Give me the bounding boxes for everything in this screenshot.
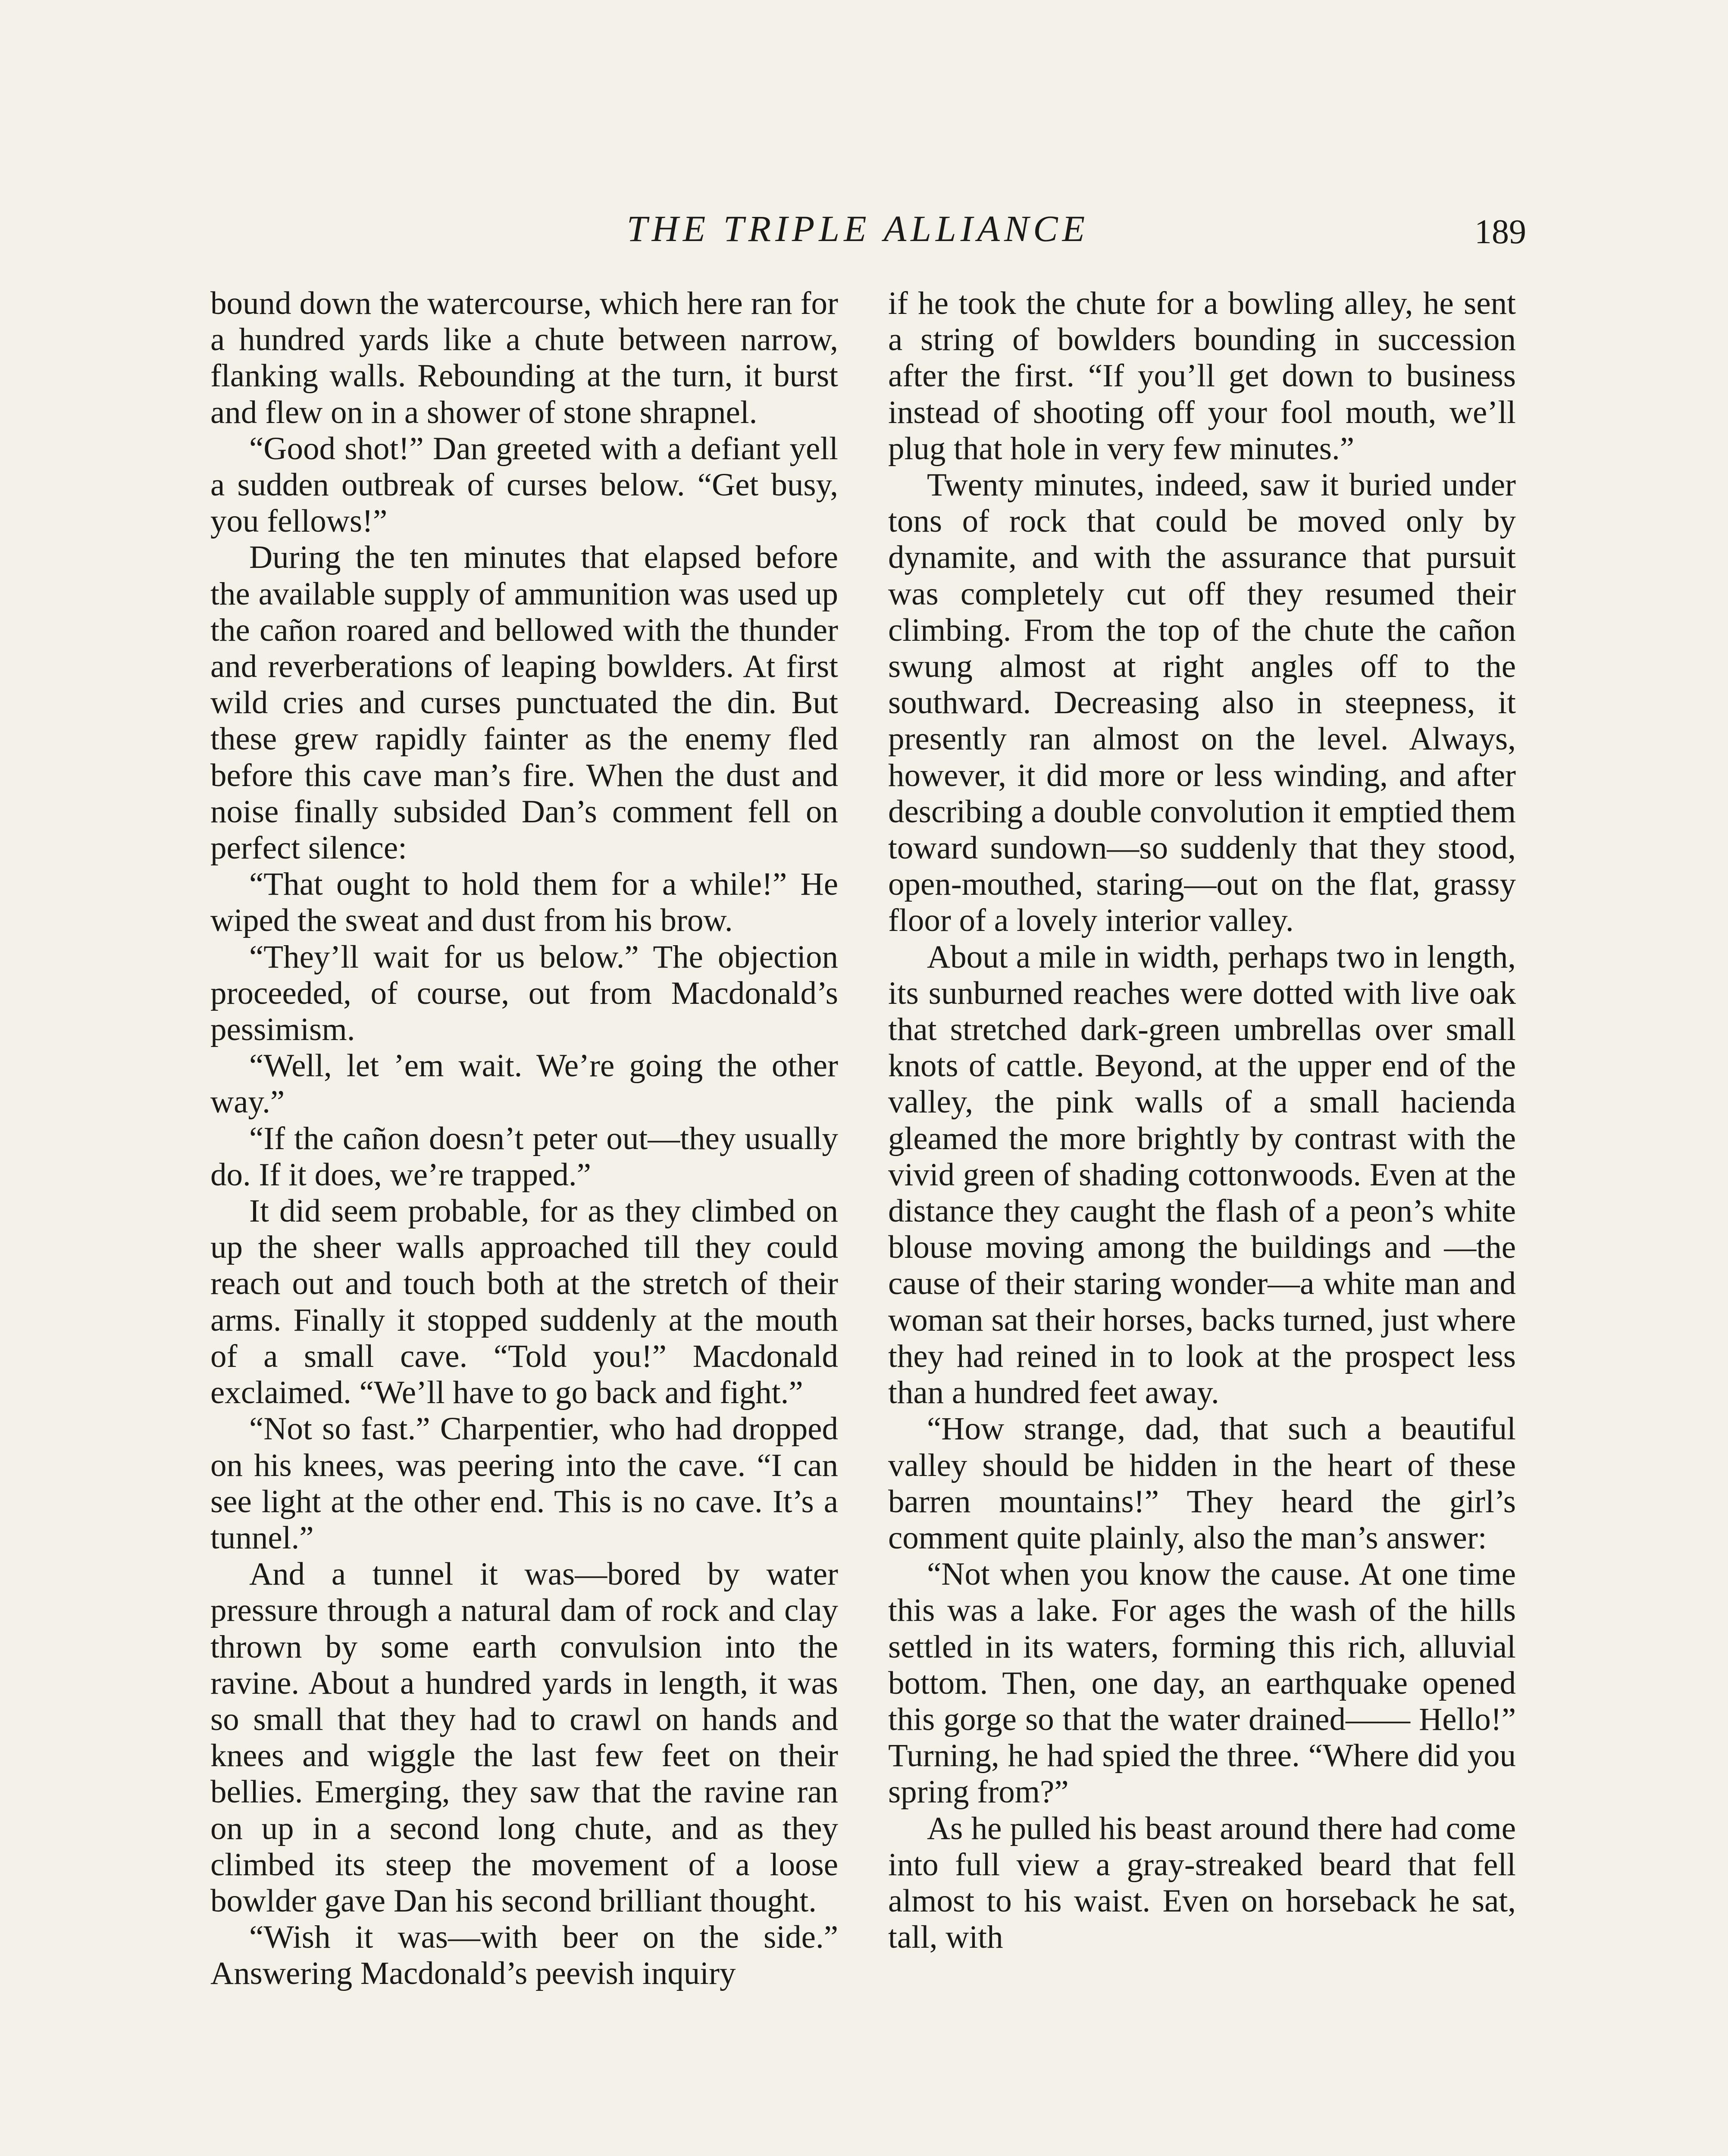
paragraph: During the ten minutes that elapsed before the available supply of ammunition was used up the cañon roared and bellowed with the thunder and reverberations of leaping bowlders. At first wild cries and curses punctuated the din. But these grew rapidly fainter as the enemy fled before this cave man’s fire. When the dust and noise finally subsided Dan’s comment fell on perfect silence: [210, 539, 838, 866]
paragraph: As he pulled his beast around there had come into full view a gray-streaked beard that fell almost to his waist. Even on horseback he sat, tall, with [888, 1810, 1516, 1955]
left-text-column [210, 285, 838, 2156]
paragraph: Twenty minutes, indeed, saw it buried under tons of rock that could be moved only by dynamite, and with the assurance that pursuit was completely cut off they resumed their climbing. From the top of the chute the cañon swung almost at right angles off to the southward. Decreasing also in steepness, it presently ran almost on the level. Always, however, it did more or less winding, and after describing a double convolution it emptied them toward sundown—so suddenly that they stood, open-mouthed, staring—out on the flat, grassy floor of a lovely interior valley. [888, 467, 1516, 939]
paragraph: if he took the chute for a bowling alley, he sent a string of bowlders bounding in succession after the first. “If you’ll get down to business instead of shooting off your fool mouth, we’ll plug that hole in very few minutes.” [888, 285, 1516, 467]
paragraph: “Not so fast.” Charpentier, who had dropped on his knees, was peering into the cave. “I can see light at the other end. This is no cave. It’s a tunnel.” [210, 1411, 838, 1556]
paragraph: “Good shot!” Dan greeted with a defiant yell a sudden outbreak of curses below. “Get busy, you fellows!” [210, 430, 838, 539]
paragraph: “How strange, dad, that such a beautiful valley should be hidden in the heart of these barren mountains!” They heard the girl’s comment quite plainly, also the man’s answer: [888, 1411, 1516, 1556]
paragraph: It did seem probable, for as they climbed on up the sheer walls approached till they could reach out and touch both at the stretch of their arms. Finally it stopped suddenly at the mouth of a small cave. “Told you!” Macdonald exclaimed. “We’ll have to go back and fight.” [210, 1193, 838, 1411]
paragraph: And a tunnel it was—bored by water pressure through a natural dam of rock and clay thrown by some earth convulsion into the ravine. About a hundred yards in length, it was so small that they had to crawl on hands and knees and wiggle the last few feet on their bellies. Emerging, they saw that the ravine ran on up in a second long chute, and as they climbed its steep the movement of a loose bowlder gave Dan his second brilliant thought. [210, 1556, 838, 1919]
page-number: 189 [1474, 213, 1526, 251]
right-text-column [888, 285, 1516, 2156]
paragraph: “Wish it was—with beer on the side.” Answering Macdonald’s peevish inquiry [210, 1919, 838, 1992]
paragraph: About a mile in width, perhaps two in length, its sunburned reaches were dotted with live oak that stretched dark-green umbrellas over small knots of cattle. Beyond, at the upper end of the valley, the pink walls of a small hacienda gleamed the more brightly by contrast with the vivid green of shading cottonwoods. Even at the distance they caught the flash of a peon’s white blouse moving among the buildings and —the cause of their staring wonder—a white man and woman sat their horses, backs turned, just where they had reined in to look at the prospect less than a hundred feet away. [888, 939, 1516, 1411]
paragraph: “That ought to hold them for a while!” He wiped the sweat and dust from his brow. [210, 866, 838, 939]
paragraph: “Not when you know the cause. At one time this was a lake. For ages the wash of the hills settled in its waters, forming this rich, alluvial bottom. Then, one day, an earthquake opened this gorge so that the water drained—— Hello!” Turning, he had spied the three. “Where did you spring from?” [888, 1556, 1516, 1810]
paragraph: bound down the watercourse, which here ran for a hundred yards like a chute between narrow, flanking walls. Rebounding at the turn, it burst and flew on in a shower of stone shrapnel. [210, 285, 838, 430]
paragraph: “Well, let ’em wait. We’re going the other way.” [210, 1048, 838, 1120]
paragraph: “They’ll wait for us below.” The objection proceeded, of course, out from Macdonald’s pessimism. [210, 939, 838, 1048]
paragraph: “If the cañon doesn’t peter out—they usually do. If it does, we’re trapped.” [210, 1120, 838, 1193]
running-header-title: THE TRIPLE ALLIANCE [626, 208, 1089, 249]
